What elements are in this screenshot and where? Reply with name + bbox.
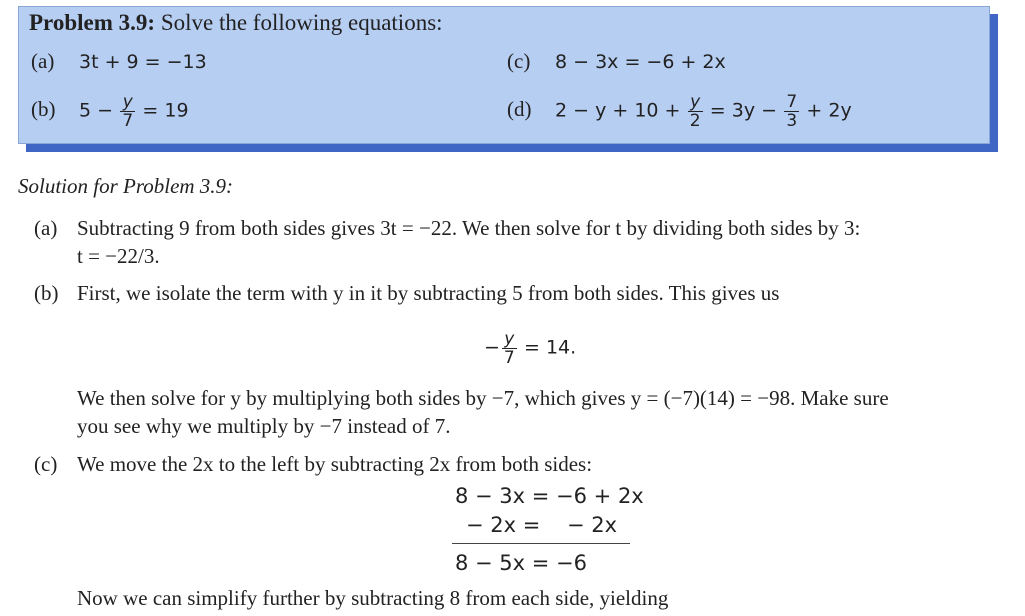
solution-a-line-1: Subtracting 9 from both sides gives 3t = −22. We then solve for t by dividing both sides by 3:	[77, 216, 861, 240]
calc-row-2: − 2x = − 2x	[466, 513, 618, 537]
part-d-fraction-2	[784, 93, 799, 130]
calc-sum-line	[452, 543, 630, 544]
part-d-fraction-1	[688, 93, 703, 130]
part-d-denominator-1: 2	[689, 111, 701, 131]
solution-b-equation	[484, 330, 576, 367]
part-d-pre: 2 − y + 10 +	[555, 99, 681, 122]
part-c-label: (c)	[507, 49, 531, 73]
solution-b-eq-denominator: 7	[503, 348, 515, 368]
solution-c-line-2: Now we can simplify further by subtracting 8 from each side, yielding	[77, 586, 669, 610]
part-d-mid: = 3y −	[709, 99, 778, 122]
solution-b-line-3: you see why we multiply by −7 instead of 7.	[77, 414, 451, 438]
part-d-numerator-1: y	[688, 93, 703, 112]
part-a	[31, 49, 207, 74]
part-d-label: (d)	[507, 97, 532, 122]
problem-box	[18, 6, 990, 144]
solution-c-label: (c)	[34, 452, 58, 476]
part-b-denominator: 7	[122, 111, 134, 131]
solution-b-line-1: First, we isolate the term with y in it by subtracting 5 from both sides. This gives us	[77, 281, 780, 305]
solution-b-line-2: We then solve for y by multiplying both sides by −7, which gives y = (−7)(14) = −98. Make sure	[77, 386, 889, 410]
solution-b-eq-fraction	[502, 330, 517, 367]
problem-title	[29, 10, 443, 36]
problem-instruction: Solve the following equations:	[160, 10, 443, 35]
part-d-denominator-2: 3	[786, 111, 798, 131]
solution-b-eq-rhs: = 14.	[524, 336, 577, 359]
calc-row-1: 8 − 3x = −6 + 2x	[455, 484, 644, 508]
solution-c-line-1: We move the 2x to the left by subtracting 2x from both sides:	[77, 452, 593, 476]
solution-b-label: (b)	[34, 281, 59, 305]
calc-row-3: 8 − 5x = −6	[455, 551, 587, 575]
part-d-post: + 2y	[806, 99, 852, 122]
problem-number: Problem 3.9:	[29, 10, 156, 35]
part-c	[507, 49, 726, 74]
part-b-label: (b)	[31, 97, 56, 122]
part-a-equation: 3t + 9 = −13	[79, 51, 207, 73]
part-b-fraction	[120, 93, 135, 130]
part-a-label: (a)	[31, 49, 55, 73]
solution-heading: Solution for Problem 3.9:	[18, 174, 234, 198]
part-b-post: = 19	[142, 99, 189, 122]
part-b-numerator: y	[120, 93, 135, 112]
part-b-pre: 5 −	[79, 99, 114, 122]
solution-a-line-2: t = −22/3.	[77, 244, 160, 268]
solution-b-eq-numerator: y	[502, 330, 517, 349]
part-b	[31, 93, 189, 130]
solution-b-eq-minus: −	[484, 336, 500, 359]
part-c-equation: 8 − 3x = −6 + 2x	[555, 51, 726, 73]
solution-a-label: (a)	[34, 216, 58, 240]
part-d	[507, 93, 852, 130]
part-d-numerator-2: 7	[786, 92, 798, 112]
